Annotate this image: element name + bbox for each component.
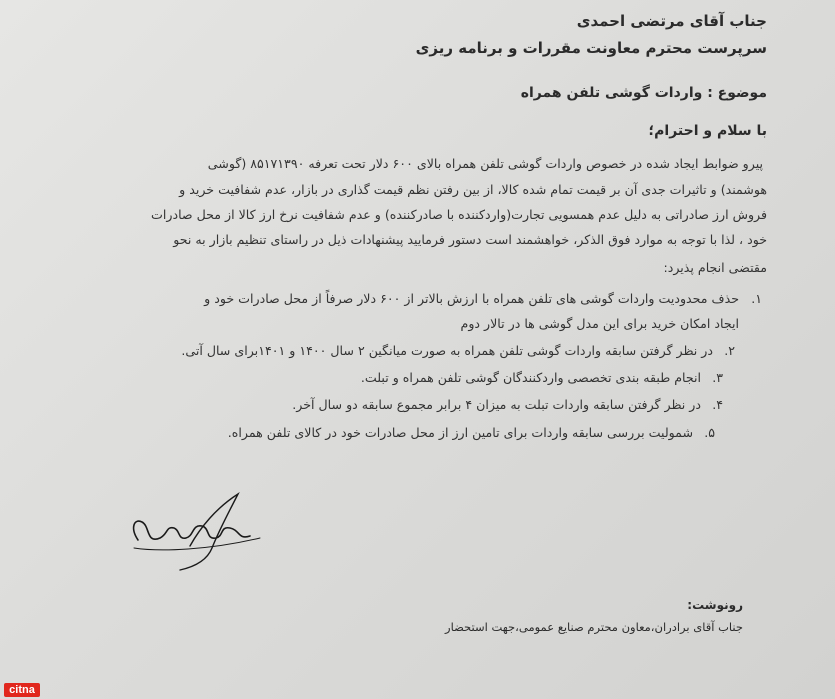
list-item-number: ۴. [712,397,723,412]
paragraph-line: مقتضی انجام پذیرد: [663,260,767,275]
list-item-text: در نظر گرفتن سابقه واردات تبلت به میزان ۴ برابر مجموع سابقه دو سال آخر. [292,397,701,412]
signature-image [120,488,280,578]
paragraph-line: پیرو ضوابط ایجاد شده در خصوص واردات گوشی تلفن همراه بالای ۶۰۰ دلار تحت تعرفه ۸۵۱۷۱۳۹۰ (گوشی [207,156,763,171]
list-item-text: انجام طبقه بندی تخصصی واردکنندگان گوشی تلفن همراه و تبلت. [360,370,701,385]
list-item-text: حذف محدودیت واردات گوشی های تلفن همراه با ارزش بالاتر از ۶۰۰ دلار صرفاً از محل صادرات خود و [204,291,739,306]
addressee-position: سرپرست محترم معاونت مقررات و برنامه ریزی [415,39,767,57]
list-item-number: ۲. [724,343,735,358]
cc-label: رونوشت: [687,598,743,612]
subject-line: موضوع : واردات گوشی تلفن همراه [520,85,767,101]
citna-logo [4,683,40,697]
greeting-line: با سلام و احترام؛ [648,123,767,139]
paragraph-line: فروش ارز صادراتی به دلیل عدم همسویی تجارت(واردکننده با صادرکننده) و عدم شفافیت نرخ ارز کالا از محل صادرات [151,207,767,222]
paragraph-line: هوشمند) و تاثیرات جدی آن بر قیمت تمام شده کالا، از بین رفتن نظم قیمت گذاری در بازار، عدم شفافیت خرید و [179,182,767,197]
list-item-number: ۳. [712,370,723,385]
list-item-text: ایجاد امکان خرید برای این مدل گوشی ها در تالار دوم [460,316,739,331]
logo-text: citna [9,684,35,696]
paragraph-line: خود ، لذا با توجه به موارد فوق الذکر، خواهشمند است دستور فرمایید پیشنهادات ذیل در راستای تنظیم بازار به نحو [173,232,767,247]
list-item-text: شمولیت بررسی سابقه واردات برای تامین ارز از محل صادرات خود در کالای تلفن همراه. [227,425,693,440]
list-item-text: در نظر گرفتن سابقه واردات گوشی تلفن همراه به صورت میانگین ۲ سال ۱۴۰۰ و ۱۴۰۱برای سال آتی. [181,343,713,358]
list-item-number: ۱. [751,291,762,306]
list-item-number: ۵. [704,425,715,440]
addressee-line: جناب آقای مرتضی احمدی [576,12,767,30]
cc-recipient: جناب آقای برادران،معاون محترم صنایع عمومی،جهت استحضار [445,620,743,634]
